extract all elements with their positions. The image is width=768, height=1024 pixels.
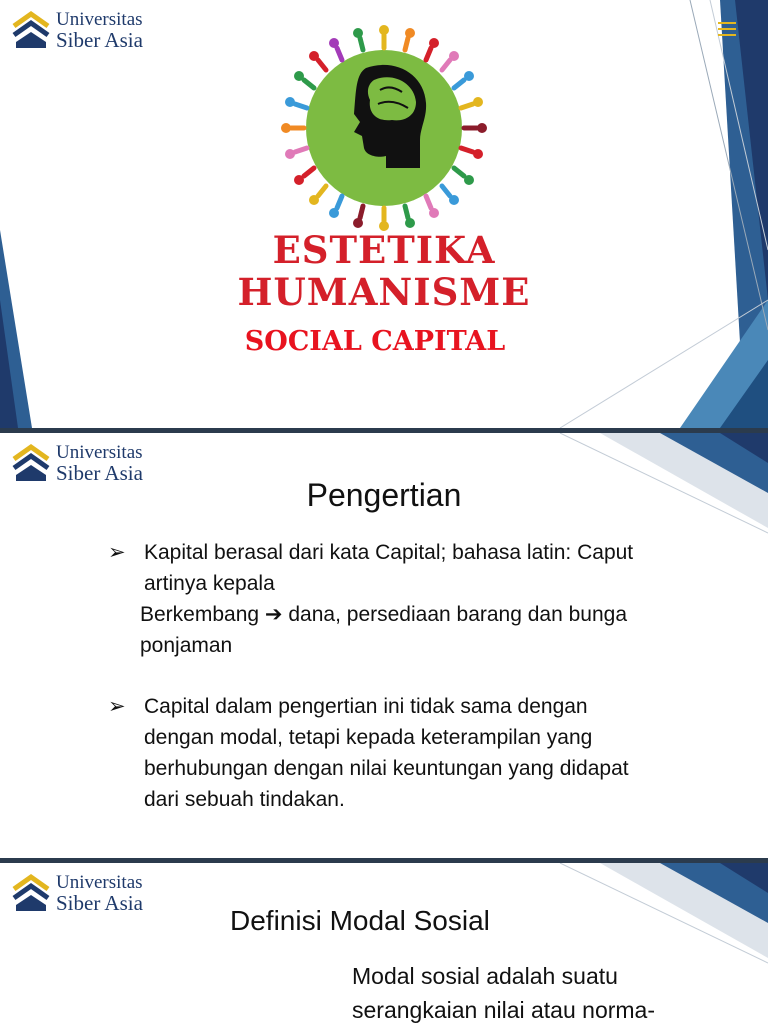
- logo-line-1: Universitas: [56, 872, 143, 893]
- bullet-2-line-2: dengan modal, tetapi kepada keterampilan yang: [144, 726, 593, 749]
- continuation-before-arrow: Berkembang: [140, 603, 260, 626]
- logo-line-1: Universitas: [56, 442, 143, 463]
- bullet-1-line-2: artinya kepala: [144, 572, 275, 595]
- bullet-1-line-1: Kapital berasal dari kata Capital; bahasa latin: Caput: [144, 541, 634, 564]
- university-shield-icon: [12, 8, 50, 52]
- human-head-brain-icon: [274, 18, 494, 238]
- bullet-arrow-icon: ➢: [108, 541, 126, 564]
- right-arrow-icon: ➔: [264, 603, 283, 626]
- slide-2-heading: Pengertian: [306, 477, 462, 513]
- bullet-1-continuation: [140, 599, 627, 661]
- logo-line-2: Siber Asia: [56, 461, 143, 485]
- bullet-2: [108, 691, 629, 815]
- slide-1-title-line-1: ESTETIKA: [272, 228, 496, 272]
- logo-line-2: Siber Asia: [56, 28, 143, 52]
- slide-1-title-line-2: HUMANISME: [237, 270, 531, 314]
- slide-3-body: [352, 959, 655, 1024]
- slide-3-heading: Definisi Modal Sosial: [230, 905, 490, 936]
- university-shield-icon: [12, 871, 50, 915]
- university-logo: [12, 8, 143, 52]
- logo-line-1: Universitas: [56, 9, 143, 30]
- university-logo: [12, 871, 143, 915]
- menu-icon[interactable]: [718, 22, 736, 40]
- slide-1[interactable]: [0, 0, 768, 428]
- logo-line-2: Siber Asia: [56, 891, 143, 915]
- bullet-arrow-icon: ➢: [108, 695, 126, 718]
- slide-3[interactable]: [0, 863, 768, 1024]
- continuation-after-arrow: dana, persediaan barang dan bunga: [288, 603, 627, 626]
- slide-3-line-1: Modal sosial adalah suatu: [352, 963, 618, 989]
- bullet-1: [108, 537, 634, 599]
- slide-3-line-2: serangkaian nilai atau norma-: [352, 997, 656, 1023]
- bullet-2-line-3: berhubungan dengan nilai keuntungan yang didapat: [144, 757, 629, 780]
- slide-1-subtitle: SOCIAL CAPITAL: [244, 326, 506, 357]
- bullet-2-line-1: Capital dalam pengertian ini tidak sama dengan: [144, 695, 588, 718]
- slide-2[interactable]: [0, 433, 768, 858]
- continuation-line-2: ponjaman: [140, 634, 233, 657]
- bullet-2-line-4: dari sebuah tindakan.: [144, 788, 345, 811]
